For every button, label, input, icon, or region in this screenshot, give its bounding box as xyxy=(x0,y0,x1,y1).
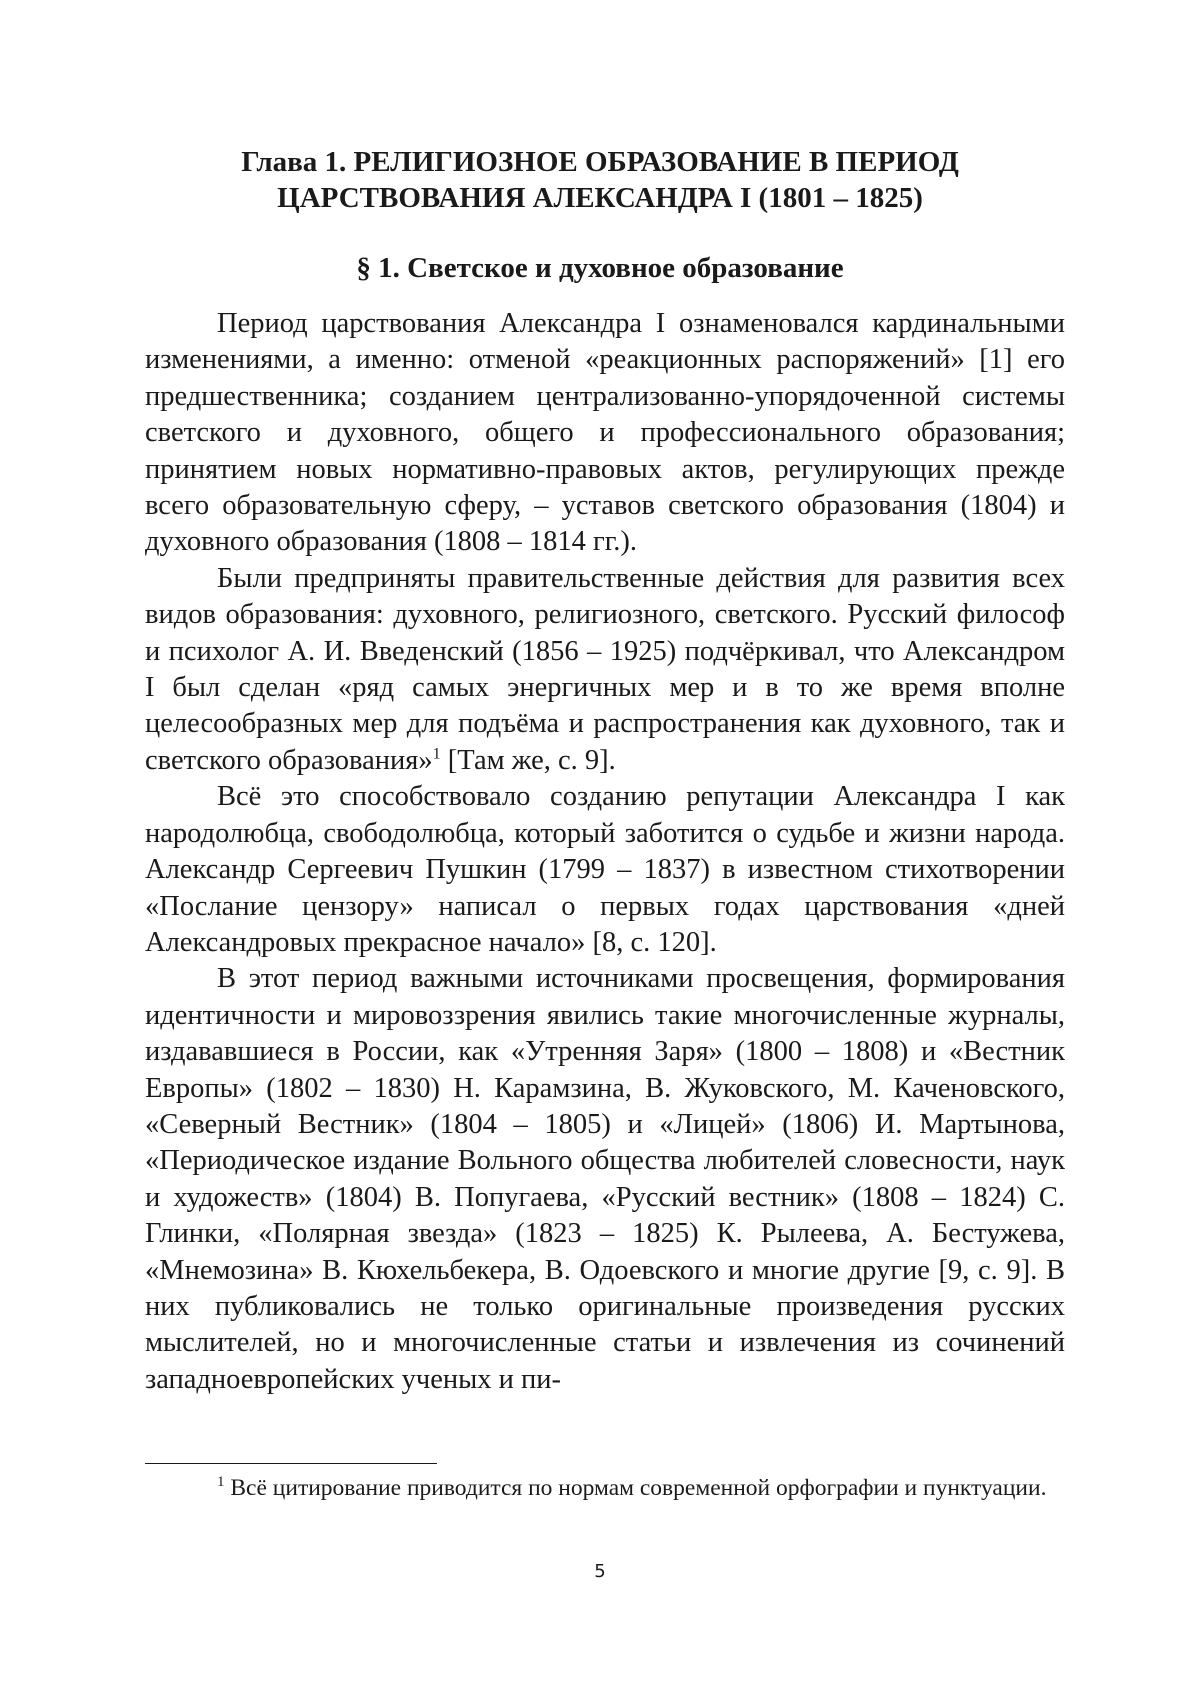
footnote-separator xyxy=(145,1463,437,1464)
paragraph-3: Всё это способствовало созданию репутации Александра I как народолюбца, свободолюбца, который заботится о судьбе и жизни народа. Александр Сергеевич Пушкин (1799 – 1837) в известном стихотворении «Послание цензору» написал о первых годах царствования «дней Александровых прекрасное начало» [8, с. 120]. xyxy=(145,781,1065,958)
footnote-mark: 1 xyxy=(217,1474,225,1491)
footnote xyxy=(145,1474,1065,1503)
paragraph-1: Период царствования Александра I ознаменовался кардинальными изменениями, а именно: отменой «реакционных распоряжений» [1] его предшественника; созданием централизованно-упорядоченной системы светского и духовного, общего и профессионального образования; принятием новых нормативно-правовых актов, регулирующих прежде всего образовательную сферу, – уставов светского образования (1804) и духовного образования (1808 – 1814 гг.). xyxy=(145,308,1065,558)
chapter-title xyxy=(140,144,1060,216)
footnote-text: Всё цитирование приводится по нормам современной орфографии и пунктуации. xyxy=(224,1475,1047,1501)
chapter-title-line1: Глава 1. РЕЛИГИОЗНОЕ ОБРАЗОВАНИЕ В ПЕРИОД xyxy=(241,146,959,178)
paragraph-4: В этот период важными источниками просвещения, формирования идентичности и мировоззрения явились такие многочисленные журналы, издававшиеся в России, как «Утренняя Заря» (1800 – 1808) и «Вестник Европы» (1802 – 1830) Н. Карамзина, В. Жуковского, М. Каченовского, «Северный Вестник» (1804 – 1805) и «Лицей» (1806) И. Мартынова, «Периодическое издание Вольного общества любителей словесности, наук и художеств» (1804) В. Попугаева, «Русский вестник» (1808 – 1824) С. Глинки, «Полярная звезда» (1823 – 1825) К. Рылеева, А. Бестужева, «Мнемозина» В. Кюхельбекера, В. Одоевского и многие другие [9, с. 9]. В них публиковались не только оригинальные произведения русских мыслителей, но и многочисленные статьи и извлечения из сочинений западноевропейских ученых и пи- xyxy=(145,963,1065,1395)
footnote-reference[interactable]: 1 xyxy=(432,745,441,763)
paragraph-2-text: Были предприняты правительственные действия для развития всех видов образования: духовного, религиозного, светского. Русский философ и психолог А. И. Введенский (1856 – 1925) подчёркивал, что Александром I был сделан «ряд самых энергичных мер и в то же время вполне целесообразных мер для подъёма и распространения как духовного, так и светского образования» xyxy=(145,562,1065,776)
paragraph-2-tail: [Там же, с. 9]. xyxy=(440,744,616,776)
paragraph-2 xyxy=(145,561,1065,779)
body-text xyxy=(145,306,1065,1398)
chapter-title-line2: ЦАРСТВОВАНИЯ АЛЕКСАНДРА I (1801 – 1825) xyxy=(277,182,923,214)
page-number: 5 xyxy=(594,1561,606,1582)
section-title: § 1. Светское и духовное образование xyxy=(356,252,844,284)
